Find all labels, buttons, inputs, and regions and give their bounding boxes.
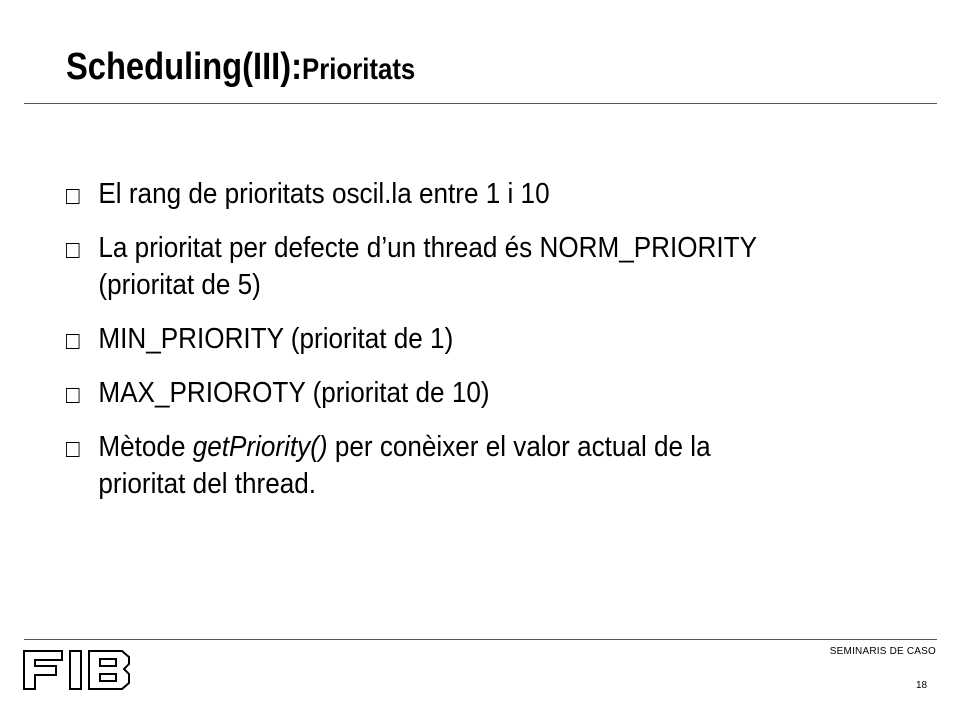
bullet-text-line-2: prioritat del thread. [98,468,317,500]
square-bullet-icon [66,334,80,349]
bullet-item-min-priority [66,321,804,358]
bullet-text-line-1: La prioritat per defecte d’un thread és NORM_PRIORITY [98,232,758,264]
slide-title-subtitle: Prioritats [302,53,416,86]
bullet-item-range [66,176,804,213]
square-bullet-icon [66,189,80,204]
page-number: 18 [916,680,928,691]
bullet-text-prefix: Mètode [98,431,193,463]
bullet-item-get-priority [66,429,804,503]
bullet-text: MIN_PRIORITY (prioritat de 1) [98,323,454,355]
bullet-text: MAX_PRIOROTY (prioritat de 10) [98,377,490,409]
bullet-text-line-2: (prioritat de 5) [98,269,261,301]
square-bullet-icon [66,388,80,403]
bullet-text-suffix: per conèixer el valor actual de la [327,431,711,463]
bullet-list [66,176,886,520]
bullet-text: El rang de prioritats oscil.la entre 1 i 10 [98,178,550,210]
slide-title-main: Scheduling(III): [66,46,303,88]
bullet-item-max-priority [66,375,804,412]
square-bullet-icon [66,442,80,457]
bullet-item-default-priority [66,230,804,304]
fib-logo-icon [22,649,132,691]
title-divider [24,103,937,104]
square-bullet-icon [66,243,80,258]
footer-organization: SEMINARIS DE CASO [829,646,936,657]
slide-title [66,48,415,86]
footer-divider [24,639,937,640]
method-name: getPriority() [192,431,328,463]
